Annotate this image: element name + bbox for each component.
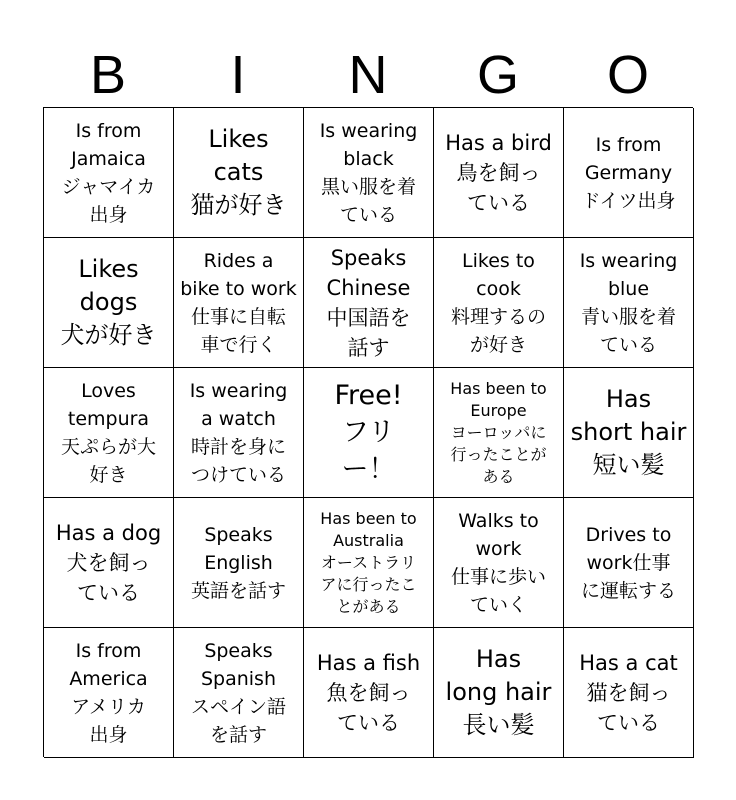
cell-text: Has long hair 長い髪 xyxy=(445,645,552,739)
bingo-cell[interactable] xyxy=(174,628,304,758)
cell-text: Drives to work仕事 に運転する xyxy=(580,523,676,602)
bingo-cell[interactable] xyxy=(44,498,174,628)
bingo-cell[interactable] xyxy=(44,108,174,238)
cell-text: Is from Jamaica ジャマイカ 出身 xyxy=(61,119,156,226)
cell-text: Speaks Chinese 中国語を 話す xyxy=(326,245,411,360)
cell-text: Likes dogs 犬が好き xyxy=(60,255,157,349)
cell-text: Rides a bike to work 仕事に自転 車で行く xyxy=(180,249,297,356)
bingo-cell[interactable] xyxy=(174,108,304,238)
bingo-board xyxy=(43,107,693,757)
bingo-cell[interactable] xyxy=(304,108,434,238)
bingo-cell[interactable] xyxy=(304,628,434,758)
free-cell[interactable] xyxy=(304,368,434,498)
bingo-cell[interactable] xyxy=(564,238,694,368)
cell-text: Speaks English 英語を話す xyxy=(190,523,286,602)
bingo-cell[interactable] xyxy=(174,368,304,498)
cell-text: Has a dog 犬を飼っ ている xyxy=(55,520,162,605)
cell-text: Walks to work 仕事に歩い ていく xyxy=(450,509,546,616)
cell-text: Is wearing blue 青い服を着 ている xyxy=(579,249,678,356)
cell-text: Has a cat 猫を飼っ ている xyxy=(579,650,678,735)
cell-text: Likes to cook 料理するの が好き xyxy=(450,249,546,356)
bingo-header xyxy=(43,44,693,106)
bingo-cell[interactable] xyxy=(564,628,694,758)
bingo-cell[interactable] xyxy=(564,108,694,238)
bingo-cell[interactable] xyxy=(564,368,694,498)
header-letter-b: B xyxy=(89,45,127,105)
header-letter-n: N xyxy=(348,45,388,105)
cell-text: Has a bird 鳥を飼っ ている xyxy=(445,130,552,215)
header-letter-i: I xyxy=(230,45,246,105)
header-letter-o: O xyxy=(606,45,649,105)
cell-text: Loves tempura 天ぷらが大 好き xyxy=(60,379,156,486)
bingo-cell[interactable] xyxy=(434,628,564,758)
cell-text: Is from Germany ドイツ出身 xyxy=(581,133,676,212)
cell-text: Free! フリ ー！ xyxy=(334,380,403,485)
cell-text: Has been to Europe ヨーロッパに 行ったことが ある xyxy=(450,378,547,486)
bingo-cell[interactable] xyxy=(44,368,174,498)
bingo-cell[interactable] xyxy=(434,368,564,498)
bingo-cell[interactable] xyxy=(434,498,564,628)
bingo-cell[interactable] xyxy=(44,238,174,368)
cell-text: Likes cats 猫が好き xyxy=(190,125,287,219)
cell-text: Is from America アメリカ 出身 xyxy=(69,639,148,746)
cell-text: Is wearing black 黒い服を着 ている xyxy=(319,119,418,226)
bingo-cell[interactable] xyxy=(434,108,564,238)
bingo-cell[interactable] xyxy=(174,498,304,628)
bingo-cell[interactable] xyxy=(434,238,564,368)
header-letter-g: G xyxy=(476,45,519,105)
cell-text: Speaks Spanish スペイン語 を話す xyxy=(190,639,286,746)
cell-text: Has a fish 魚を飼っ ている xyxy=(316,650,421,735)
bingo-cell[interactable] xyxy=(44,628,174,758)
cell-text: Has short hair 短い髪 xyxy=(570,385,687,479)
cell-text: Is wearing a watch 時計を身に つけている xyxy=(189,379,288,486)
bingo-cell[interactable] xyxy=(174,238,304,368)
bingo-cell[interactable] xyxy=(564,498,694,628)
bingo-cell[interactable] xyxy=(304,498,434,628)
cell-text: Has been to Australia オーストラリ アに行ったこ とがある xyxy=(320,508,417,616)
bingo-cell[interactable] xyxy=(304,238,434,368)
